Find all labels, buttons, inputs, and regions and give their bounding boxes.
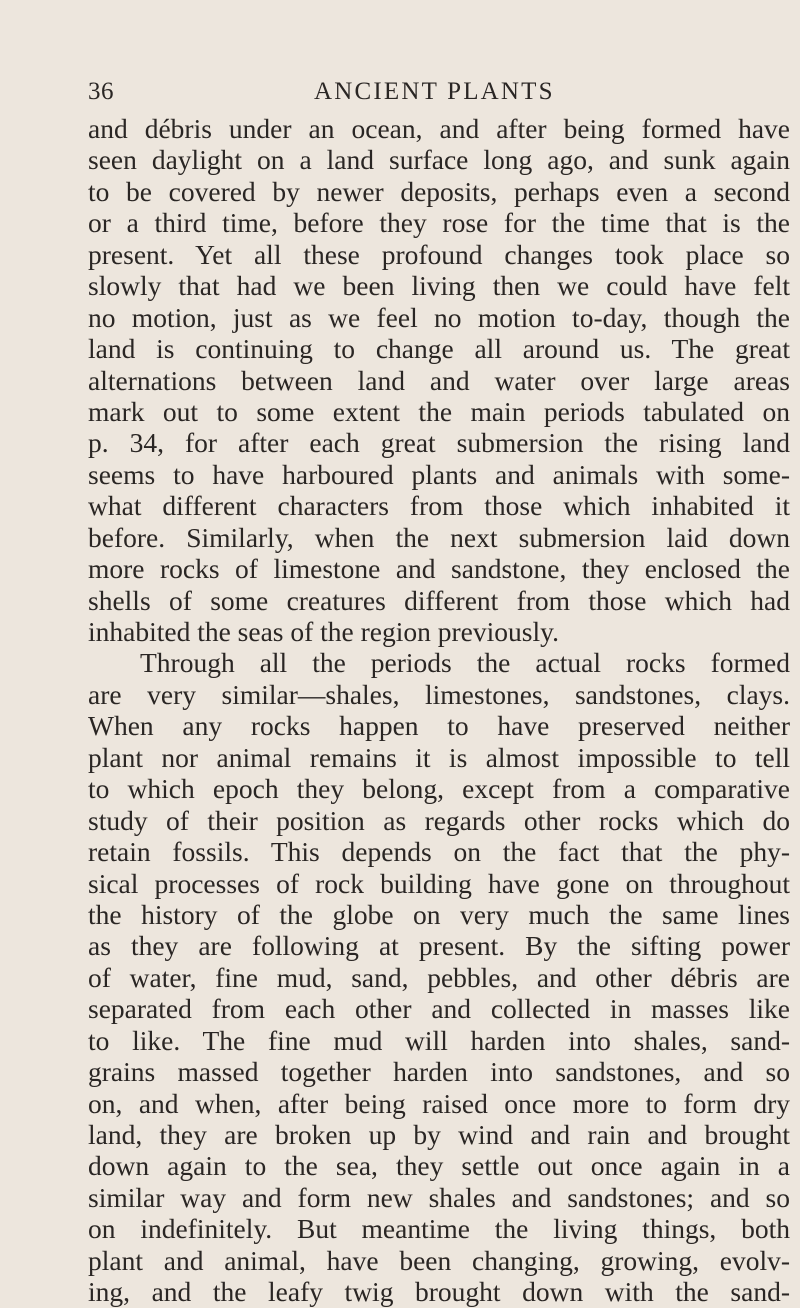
text-line: seen daylight on a land surface long ago, and sunk again [88,144,790,176]
running-title: ANCIENT PLANTS [314,78,555,105]
text-line: what different characters from those which inhabited it [88,490,790,522]
body-text [88,113,790,1308]
text-line: the history of the globe on very much the same lines [88,898,790,930]
text-line: land, they are broken up by wind and rain and brought [88,1119,790,1150]
text-line: plant and animal, have been changing, growing, evolv- [88,1244,790,1276]
paragraph-end-line: inhabited the seas of the region previously. [88,616,559,647]
text-line: study of their position as regards other rocks which do [88,804,790,836]
paragraph-start-line: Through all the periods the actual rocks formed [140,647,790,679]
text-line: alternations between land and water over large areas [88,364,790,396]
text-line: grains massed together harden into sandstones, and so [88,1056,790,1088]
text-line: slowly that had we been living then we could have felt [88,270,790,302]
text-line: similar way and form new shales and sandstones; and so [88,1181,790,1213]
text-line: are very similar—shales, limestones, sandstones, clays. [88,678,790,710]
text-line: p. 34, for after each great submersion the rising land [88,427,790,459]
text-line: mark out to some extent the main periods tabulated on [88,395,790,427]
text-line: plant nor animal remains it is almost impossible to tell [88,741,790,773]
running-head [88,78,728,110]
text-line: present. Yet all these profound changes took place so [88,238,790,270]
text-line: sical processes of rock building have gone on throughout [88,867,790,899]
text-line: retain fossils. This depends on the fact that the phy- [88,836,790,868]
text-line: of water, fine mud, sand, pebbles, and other débris are [88,961,790,993]
text-line: separated from each other and collected in masses like [88,993,790,1025]
text-line: to be covered by newer deposits, perhaps even a second [88,175,790,207]
text-line: on indefinitely. But meantime the living things, both [88,1213,790,1245]
text-line: seems to have harboured plants and animals with some- [88,458,790,490]
text-line: When any rocks happen to have preserved neither [88,710,790,742]
text-line: ing, and the leafy twig brought down with the sand- [88,1276,790,1308]
page-number: 36 [88,78,114,105]
text-line: shells of some creatures different from those which had [88,584,790,616]
text-line: land is continuing to change all around us. The great [88,333,790,365]
text-line: on, and when, after being raised once more to form dry [88,1087,790,1119]
text-line: to like. The fine mud will harden into shales, sand- [88,1024,790,1056]
text-line: to which epoch they belong, except from a comparative [88,773,790,805]
text-line: and débris under an ocean, and after being formed have [88,113,790,144]
text-line: more rocks of limestone and sandstone, they enclosed the [88,553,790,585]
text-line: or a third time, before they rose for the time that is the [88,207,790,239]
text-line: before. Similarly, when the next submersion laid down [88,521,790,553]
text-line: as they are following at present. By the sifting power [88,930,790,962]
text-line: no motion, just as we feel no motion to-day, though the [88,301,790,333]
text-line: down again to the sea, they settle out once again in a [88,1150,790,1182]
